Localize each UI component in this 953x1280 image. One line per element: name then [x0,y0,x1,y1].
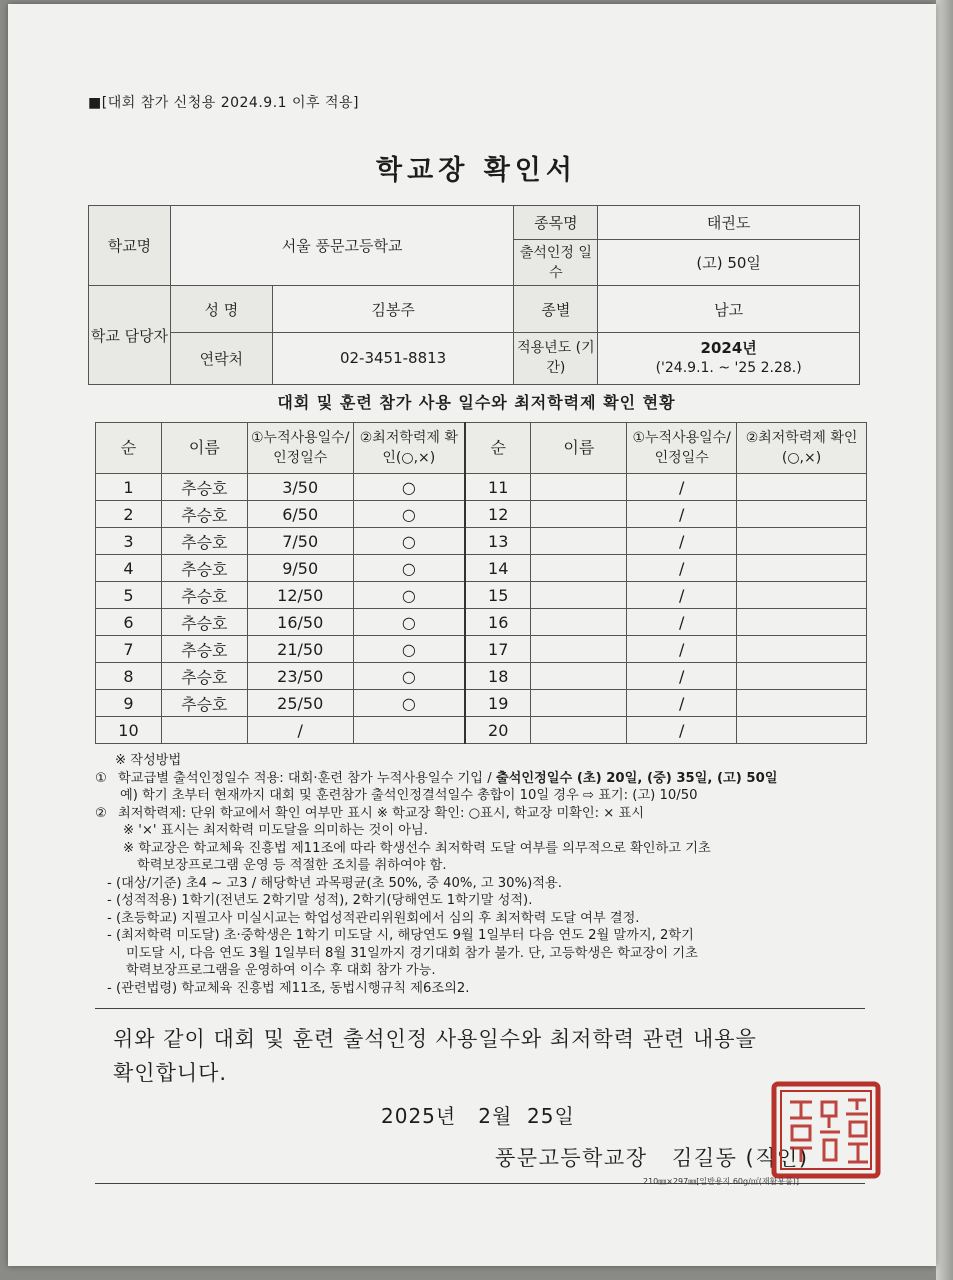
closing-line-2: 확인합니다. [113,1061,228,1085]
table-row [96,690,867,717]
contact-label: 연락처 [170,332,272,384]
footer-note: 210㎜×297㎜[일반용지 60g/㎡(재활용품)] [643,1177,800,1186]
table-row [96,474,867,501]
instructions [95,752,885,997]
row-number: 17 [465,636,531,663]
academic-check: ○ [353,555,465,582]
row-number: 9 [96,690,162,717]
closing-line-1: 위와 같이 대회 및 훈련 출석인정 사용일수와 최저학력 관련 내용을 [113,1027,757,1051]
name-value: 김봉주 [272,286,514,332]
row-number: 14 [465,555,531,582]
header-no: 순 [96,423,162,474]
athlete-name [531,528,627,555]
athlete-name: 추승호 [161,663,247,690]
attendance-value: (고) 50일 [598,240,860,286]
academic-check [737,609,867,636]
attendance-label: 출석인정 일수 [514,240,598,286]
days-used: 12/50 [247,582,353,609]
detail-unmet-3: 학력보장프로그램을 운영하여 이수 후 대회 참가 가능. [126,963,436,978]
row-number: 4 [96,555,162,582]
academic-check [737,582,867,609]
detail-elementary: - (초등학교) 지필고사 미실시교는 학업성적관리위원회에서 심의 후 최저학력 도달 여부 결정. [107,910,640,926]
header-check: ②최저학력제 확인(○,×) [737,423,867,474]
athlete-name: 추승호 [161,474,247,501]
academic-check: ○ [353,609,465,636]
athlete-name [531,717,627,744]
academic-check [737,663,867,690]
athlete-name: 추승호 [161,582,247,609]
athlete-name [531,501,627,528]
date: 2025년 2월 25일 [381,1104,575,1128]
contact-value: 02-3451-8813 [272,332,514,384]
note-marker-1: ① [95,770,107,786]
header-name: 이름 [161,423,247,474]
days-used: / [627,528,737,555]
row-number: 20 [465,717,531,744]
academic-check [737,474,867,501]
section-title: 대회 및 훈련 참가 사용 일수와 최저학력제 확인 현황 [277,393,676,412]
row-number: 11 [465,474,531,501]
row-number: 13 [465,528,531,555]
table-row [96,501,867,528]
days-used: 3/50 [247,474,353,501]
athlete-name: 추승호 [161,690,247,717]
row-number: 15 [465,582,531,609]
row-number: 1 [96,474,162,501]
note-1-bold: 출석인정일수 (초) 20일, (중) 35일, (고) 50일 [495,770,778,786]
participation-table [95,422,867,744]
note-2-sub1: ※ '×' 표시는 최저학력 미도달을 의미하는 것이 아님. [123,823,428,838]
athlete-name: 추승호 [161,555,247,582]
athlete-name [531,663,627,690]
note-1-example: 예) 학기 초부터 현재까지 대회 및 훈련참가 출석인정결석일수 총합이 10일 경우 ⇨ 표기: (고) 10/50 [120,788,698,803]
note-2-sub2: ※ 학교장은 학교체육 진흥법 제11조에 따라 학생선수 최저학력 도달 여부를 의무적으로 확인하고 기초 [123,840,711,856]
athlete-name: 추승호 [161,501,247,528]
days-used: / [627,609,737,636]
days-used: 7/50 [247,528,353,555]
academic-check: ○ [353,474,465,501]
days-used: / [627,474,737,501]
table-row [96,528,867,555]
academic-check: ○ [353,528,465,555]
table-row [96,663,867,690]
row-number: 16 [465,609,531,636]
sport-label: 종목명 [514,206,598,240]
detail-unmet: - (최저학력 미도달) 초·중학생은 1학기 미도달 시, 해당연도 9월 1일부터 다음 연도 2월 말까지, 2학기 [107,928,694,943]
row-number: 7 [96,636,162,663]
note-marker-2: ② [95,805,107,821]
paper-edge [936,0,953,1280]
sport-value: 태권도 [598,206,860,240]
page-title: 학교장 확인서 [376,155,577,186]
academic-check [737,555,867,582]
header-note: ■[대회 참가 신청용 2024.9.1 이후 적용] [88,95,360,111]
days-used: 23/50 [247,663,353,690]
row-number: 8 [96,663,162,690]
academic-check [353,717,465,744]
days-used: / [627,690,737,717]
days-used: 6/50 [247,501,353,528]
days-used: / [627,636,737,663]
days-used: / [627,582,737,609]
row-number: 3 [96,528,162,555]
table-row [96,636,867,663]
school-label: 학교명 [89,206,171,286]
header-days: ①누적사용일수/인정일수 [627,423,737,474]
academic-check [737,501,867,528]
academic-check [737,636,867,663]
days-used: / [627,501,737,528]
athlete-name [531,582,627,609]
academic-check: ○ [353,690,465,717]
athlete-name: 추승호 [161,609,247,636]
academic-check [737,690,867,717]
row-number: 18 [465,663,531,690]
detail-unmet-2: 미도달 시, 다음 연도 3월 1일부터 8월 31일까지 경기대회 참가 불가. 단, 고등학생은 학교장이 기초 [126,945,698,961]
athlete-name [531,636,627,663]
days-used: 25/50 [247,690,353,717]
note-2-sub2b: 학력보장프로그램 운영 등 적절한 조치를 취하여야 함. [137,858,447,873]
days-used: / [627,663,737,690]
athlete-name [531,474,627,501]
athlete-name: 추승호 [161,528,247,555]
athlete-name [531,555,627,582]
header-days: ①누적사용일수/인정일수 [247,423,353,474]
category-label: 종별 [514,286,598,332]
detail-law: - (관련법령) 학교체육 진흥법 제11조, 동법시행규칙 제6조의2. [107,980,470,996]
row-number: 2 [96,501,162,528]
signer: 풍문고등학교장 김길동 (직인) [495,1146,809,1170]
academic-check: ○ [353,636,465,663]
row-number: 12 [465,501,531,528]
detail-target: - (대상/기준) 초4 ~ 고3 / 해당학년 과목평균(초 50%, 중 40%, 고 30%)적용. [107,875,562,891]
athlete-name [531,609,627,636]
table-row [96,609,867,636]
note-1: 학교급별 출석인정일수 적용: 대회·훈련 참가 누적사용일수 기입 / [118,770,496,786]
year-label: 적용년도 (기간) [514,332,598,384]
academic-check [737,717,867,744]
table-row [96,717,867,744]
row-number: 19 [465,690,531,717]
row-number: 6 [96,609,162,636]
category-value: 남고 [598,286,860,332]
detail-grades: - (성적적용) 1학기(전년도 2학기말 성적), 2학기(당해연도 1학기말 성적). [107,893,533,908]
days-used: / [627,555,737,582]
row-number: 10 [96,717,162,744]
divider [95,1008,865,1009]
school-value: 서울 풍문고등학교 [170,206,514,286]
notes-heading: ※ 작성방법 [115,753,182,768]
header-check: ②최저학력제 확인(○,×) [353,423,465,474]
athlete-name [531,690,627,717]
days-used: / [247,717,353,744]
manager-label: 학교 담당자 [89,286,171,385]
academic-check: ○ [353,501,465,528]
days-used: 16/50 [247,609,353,636]
days-used: / [627,717,737,744]
closing-statement [113,1022,873,1090]
academic-check [737,528,867,555]
note-2: 최저학력제: 단위 학교에서 확인 여부만 표시 ※ 학교장 확인: ○표시, 학교장 미확인: × 표시 [118,805,645,821]
header-no: 순 [465,423,531,474]
academic-check: ○ [353,582,465,609]
official-seal-icon [770,1080,882,1180]
athlete-name: 추승호 [161,636,247,663]
info-table [88,205,860,385]
year-value: 2024년 [700,339,757,358]
academic-check: ○ [353,663,465,690]
athlete-name [161,717,247,744]
header-name: 이름 [531,423,627,474]
days-used: 9/50 [247,555,353,582]
table-row [96,555,867,582]
name-label: 성 명 [170,286,272,332]
row-number: 5 [96,582,162,609]
days-used: 21/50 [247,636,353,663]
period-value: ('24.9.1. ~ '25 2.28.) [655,360,802,377]
table-row [96,582,867,609]
